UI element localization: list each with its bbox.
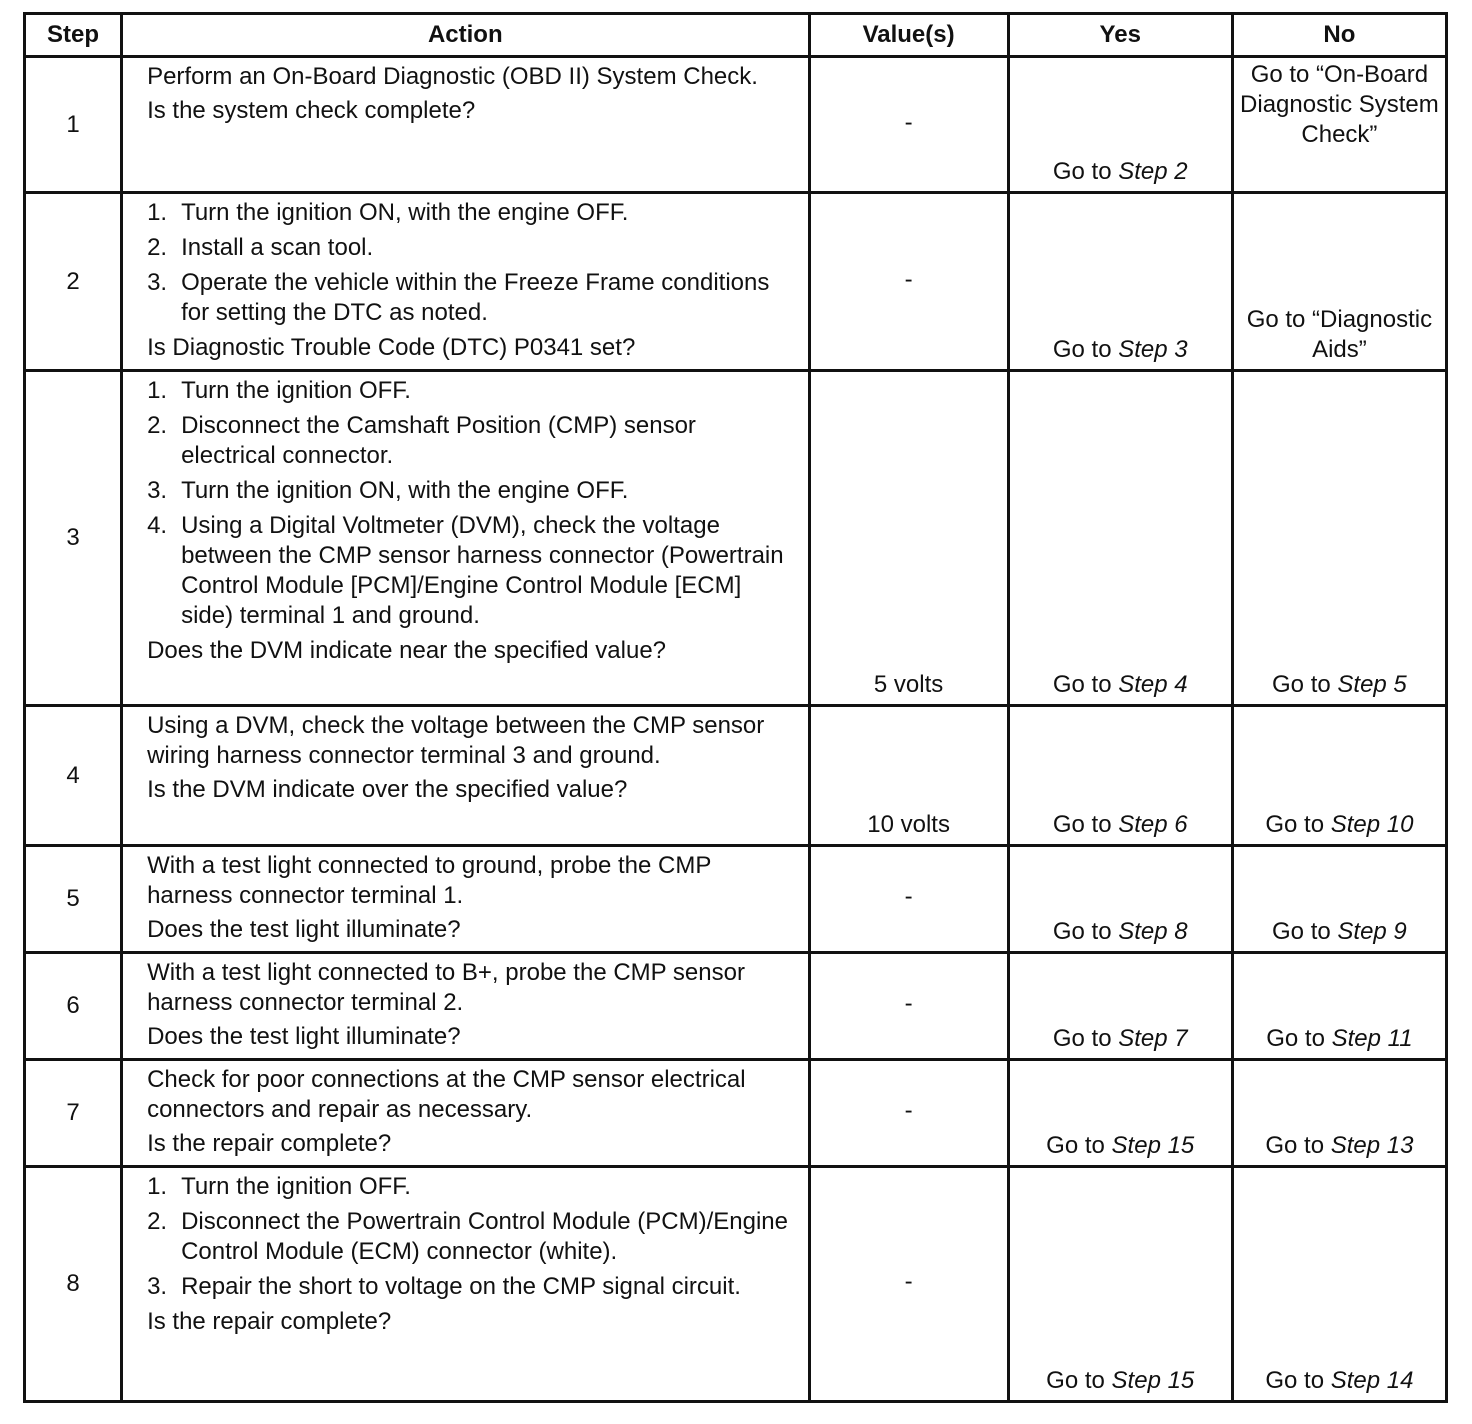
step-number: 2 [25,193,122,371]
yes-goto-step: Step 8 [1118,918,1188,945]
yes-cell [1008,1060,1232,1167]
yes-goto-step: Step 2 [1118,158,1188,185]
step-number: 7 [25,1060,122,1167]
no-cell [1232,193,1446,371]
table-row [25,706,1447,846]
yes-goto: Go to Step 6 [1052,811,1188,838]
table-row [25,846,1447,953]
item-text: Repair the short to voltage on the CMP signal circuit. [181,1273,741,1300]
action-cell [122,193,809,371]
action-text: Check for poor connections at the CMP sensor electrical connectors and repair as necessary. [147,1066,746,1123]
action-question: Is the repair complete? [147,1308,392,1335]
header-values: Value(s) [809,14,1008,57]
value-cell: - [809,846,1008,953]
action-item [147,411,795,471]
table-body [25,57,1447,1402]
header-action: Action [122,14,809,57]
action-item [147,476,795,506]
action-question: Is the system check complete? [147,97,476,124]
table-row [25,953,1447,1060]
diagnostic-table [23,12,1448,1403]
yes-goto-step: Step 4 [1118,671,1188,698]
yes-cell [1008,57,1232,193]
no-goto-step: Step 10 [1330,811,1414,838]
item-text: Disconnect the Camshaft Position (CMP) sensor electrical connector. [181,412,696,469]
action-item [147,198,795,228]
item-text: Turn the ignition OFF. [181,1173,411,1200]
no-cell [1232,371,1446,706]
no-cell [1232,1060,1446,1167]
yes-cell [1008,846,1232,953]
item-text: Using a Digital Voltmeter (DVM), check the voltage between the CMP sensor harness connector (Powertrain Control Module [PCM]/Engine Control Module [ECM] side) terminal 1 and ground. [181,512,784,629]
step-number: 3 [25,371,122,706]
no-goto: Go to “Diagnostic Aids” [1246,306,1433,363]
action-text: Using a DVM, check the voltage between the CMP sensor wiring harness connector terminal 3 and ground. [147,712,765,769]
table-row [25,193,1447,371]
no-goto-step: Step 11 [1331,1025,1413,1052]
yes-goto: Go to Step 2 [1052,158,1188,185]
item-number: 2. [147,234,168,261]
step-number: 6 [25,953,122,1060]
table-row [25,1060,1447,1167]
table-row [25,371,1447,706]
value-cell: - [809,57,1008,193]
no-cell [1232,706,1446,846]
value-cell: - [809,953,1008,1060]
yes-goto: Go to Step 8 [1052,918,1188,945]
action-question: Does the test light illuminate? [147,1023,461,1050]
yes-goto: Go to Step 7 [1052,1025,1188,1052]
step-number: 5 [25,846,122,953]
yes-goto: Go to Step 15 [1046,1367,1195,1394]
action-question: Does the test light illuminate? [147,916,461,943]
action-item [147,1272,795,1302]
item-number: 2. [147,412,168,439]
value-cell: - [809,193,1008,371]
header-row [25,14,1447,57]
value-cell: 10 volts [809,706,1008,846]
header-no: No [1232,14,1446,57]
item-number: 3. [147,1273,168,1300]
yes-goto: Go to Step 3 [1052,336,1188,363]
yes-cell [1008,371,1232,706]
action-cell [122,706,809,846]
action-text: With a test light connected to ground, probe the CMP harness connector terminal 1. [147,852,711,909]
action-item [147,233,795,263]
yes-cell [1008,193,1232,371]
action-cell [122,57,809,193]
no-goto: Go to Step 14 [1265,1367,1414,1394]
no-cell [1232,846,1446,953]
action-list [147,198,795,328]
step-number: 1 [25,57,122,193]
action-item [147,1172,795,1202]
item-number: 3. [147,269,168,296]
action-text: With a test light connected to B+, probe the CMP sensor harness connector terminal 2. [147,959,745,1016]
yes-goto-step: Step 6 [1118,811,1188,838]
action-text: Perform an On-Board Diagnostic (OBD II) System Check. [147,63,758,90]
action-cell [122,953,809,1060]
yes-goto: Go to Step 15 [1046,1132,1195,1159]
action-question: Is the DVM indicate over the specified value? [147,776,628,803]
step-number: 8 [25,1167,122,1402]
item-number: 1. [147,377,168,404]
value-cell: - [809,1167,1008,1402]
header-step: Step [25,14,122,57]
item-number: 1. [147,199,168,226]
yes-goto: Go to Step 4 [1052,671,1188,698]
item-number: 1. [147,1173,168,1200]
no-cell [1232,57,1446,193]
no-cell [1232,1167,1446,1402]
no-goto: Go to Step 5 [1272,671,1407,698]
item-number: 2. [147,1208,168,1235]
action-cell [122,371,809,706]
no-cell [1232,953,1446,1060]
action-question: Is the repair complete? [147,1130,392,1157]
action-list [147,376,795,631]
no-goto: Go to “On-Board Diagnostic System Check” [1240,61,1439,148]
action-item [147,1207,795,1267]
action-cell [122,1167,809,1402]
item-text: Install a scan tool. [181,234,374,261]
table-row [25,1167,1447,1402]
no-goto-step: Step 13 [1330,1132,1414,1159]
action-item [147,268,795,328]
action-cell [122,1060,809,1167]
no-goto-step: Step 14 [1330,1367,1414,1394]
item-text: Operate the vehicle within the Freeze Frame conditions for setting the DTC as noted. [181,269,770,326]
no-goto: Go to Step 10 [1265,811,1414,838]
item-text: Turn the ignition ON, with the engine OFF. [181,477,629,504]
yes-cell [1008,706,1232,846]
yes-cell [1008,1167,1232,1402]
no-goto-step: Step 9 [1337,918,1407,945]
action-question: Is Diagnostic Trouble Code (DTC) P0341 set? [147,334,636,361]
action-cell [122,846,809,953]
action-question: Does the DVM indicate near the specified value? [147,637,667,664]
table-row [25,57,1447,193]
item-text: Turn the ignition OFF. [181,377,411,404]
item-number: 4. [147,512,168,539]
yes-cell [1008,953,1232,1060]
no-goto-step: Step 5 [1337,671,1407,698]
no-goto: Go to Step 13 [1265,1132,1414,1159]
yes-goto-step: Step 3 [1118,336,1188,363]
item-text: Turn the ignition ON, with the engine OFF. [181,199,629,226]
yes-goto-step: Step 15 [1111,1367,1195,1394]
no-goto: Go to Step 11 [1266,1025,1413,1052]
item-text: Disconnect the Powertrain Control Module (PCM)/Engine Control Module (ECM) connector (white). [181,1208,788,1265]
yes-goto-step: Step 7 [1118,1025,1188,1052]
item-number: 3. [147,477,168,504]
yes-goto-step: Step 15 [1111,1132,1195,1159]
header-yes: Yes [1008,14,1232,57]
no-goto: Go to Step 9 [1272,918,1407,945]
step-number: 4 [25,706,122,846]
action-item [147,511,795,631]
value-cell: 5 volts [809,371,1008,706]
value-cell: - [809,1060,1008,1167]
action-item [147,376,795,406]
action-list [147,1172,795,1302]
